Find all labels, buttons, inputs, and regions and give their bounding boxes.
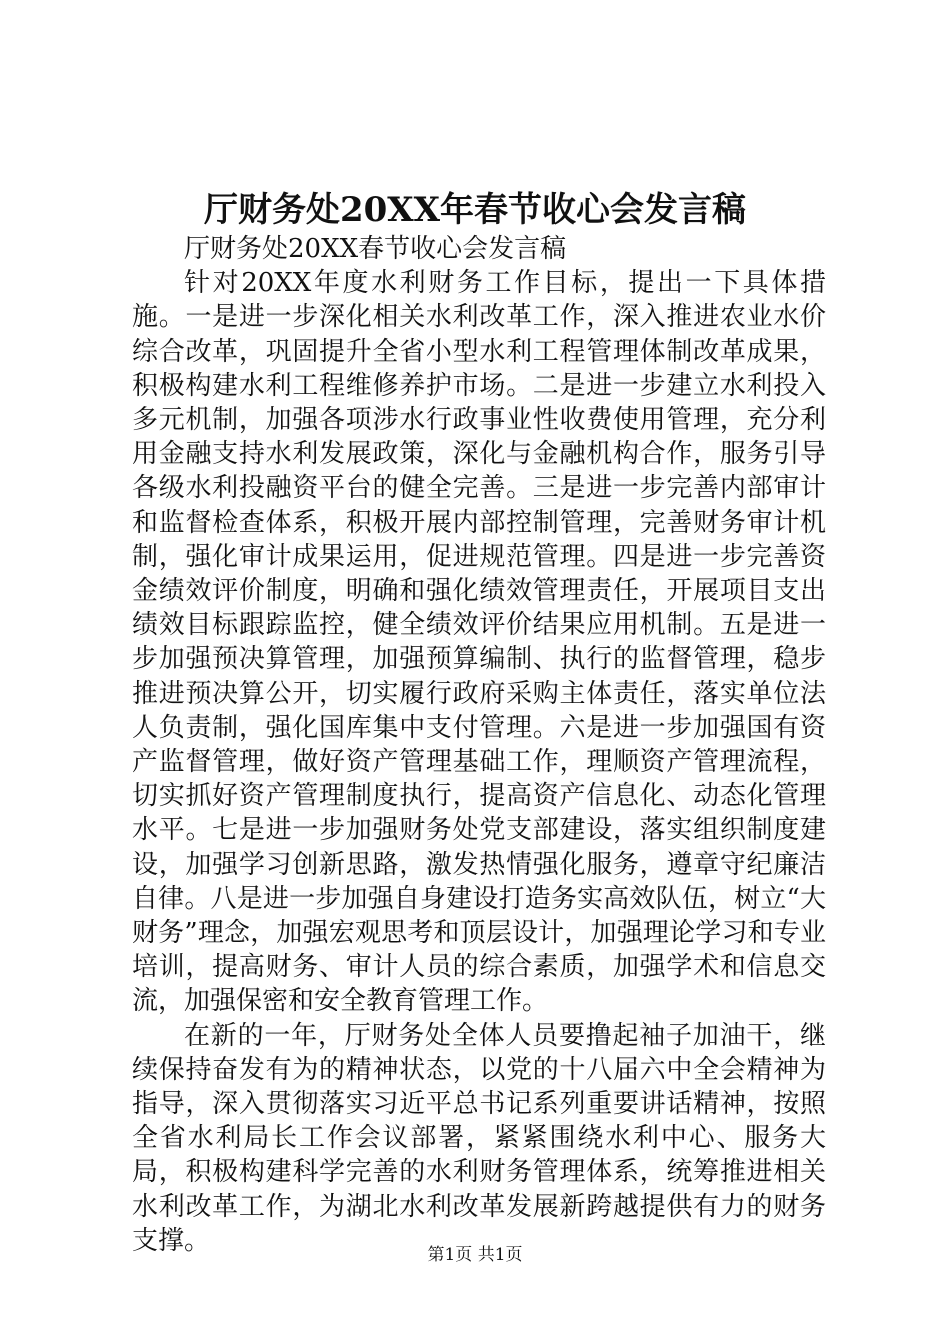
paragraph-subtitle: 厅财务处20XX春节收心会发言稿 <box>184 234 567 264</box>
paragraph-measures: 针对20XX年度水利财务工作目标，提出一下具体措施。一是进一步深化相关水利改革工作，深入推进农业水价综合改革，巩固提升全省小型水利工程管理体制改革成果，积极构建水利工程维修养护市场。二是进一步建立水利投入多元机制，加强各项涉水行政事业性收费使用管理，充分利用金融支持水利发展政策，深化与金融机构合作，服务引导各级水利投融资平台的健全完善。三是进一步完善内部审计和监督检查体系，积极开展内部控制管理，完善财务审计机制，强化审计成果运用，促进规范管理。四是进一步完善资金绩效评价制度，明确和强化绩效管理责任，开展项目支出绩效目标跟踪监控，健全绩效评价结果应用机制。五是进一步加强预决算管理，加强预算编制、执行的监督管理，稳步推进预决算公开，切实履行政府采购主体责任，落实单位法人负责制，强化国库集中支付管理。六是进一步加强国有资产监督管理，做好资产管理基础工作，理顺资产管理流程，切实抓好资产管理制度执行，提高资产信息化、动态化管理水平。七是进一步加强财务处党支部建设，落实组织制度建设，加强学习创新思路，激发热情强化服务，遵章守纪廉洁自律。八是进一步加强自身建设打造务实高效队伍，树立“大财务”理念，加强宏观思考和顶层设计，加强理论学习和专业培训，提高财务、审计人员的综合素质，加强学术和信息交流，加强保密和安全教育管理工作。 <box>132 268 826 1017</box>
document-body <box>132 232 826 1258</box>
paragraph-conclusion: 在新的一年，厅财务处全体人员要撸起袖子加油干，继续保持奋发有为的精神状态，以党的十八届六中全会精神为指导，深入贯彻落实习近平总书记系列重要讲话精神，按照全省水利局长工作会议部署，紧紧围绕水利中心、服务大局，积极构建科学完善的水利财务管理体系，统筹推进相关水利改革工作，为湖北水利改革发展新跨越提供有力的财务支撑。 <box>132 1020 826 1256</box>
page-footer: 第1页 共1页 <box>427 1245 523 1265</box>
document-title: 厅财务处20XX年春节收心会发言稿 <box>203 190 747 230</box>
